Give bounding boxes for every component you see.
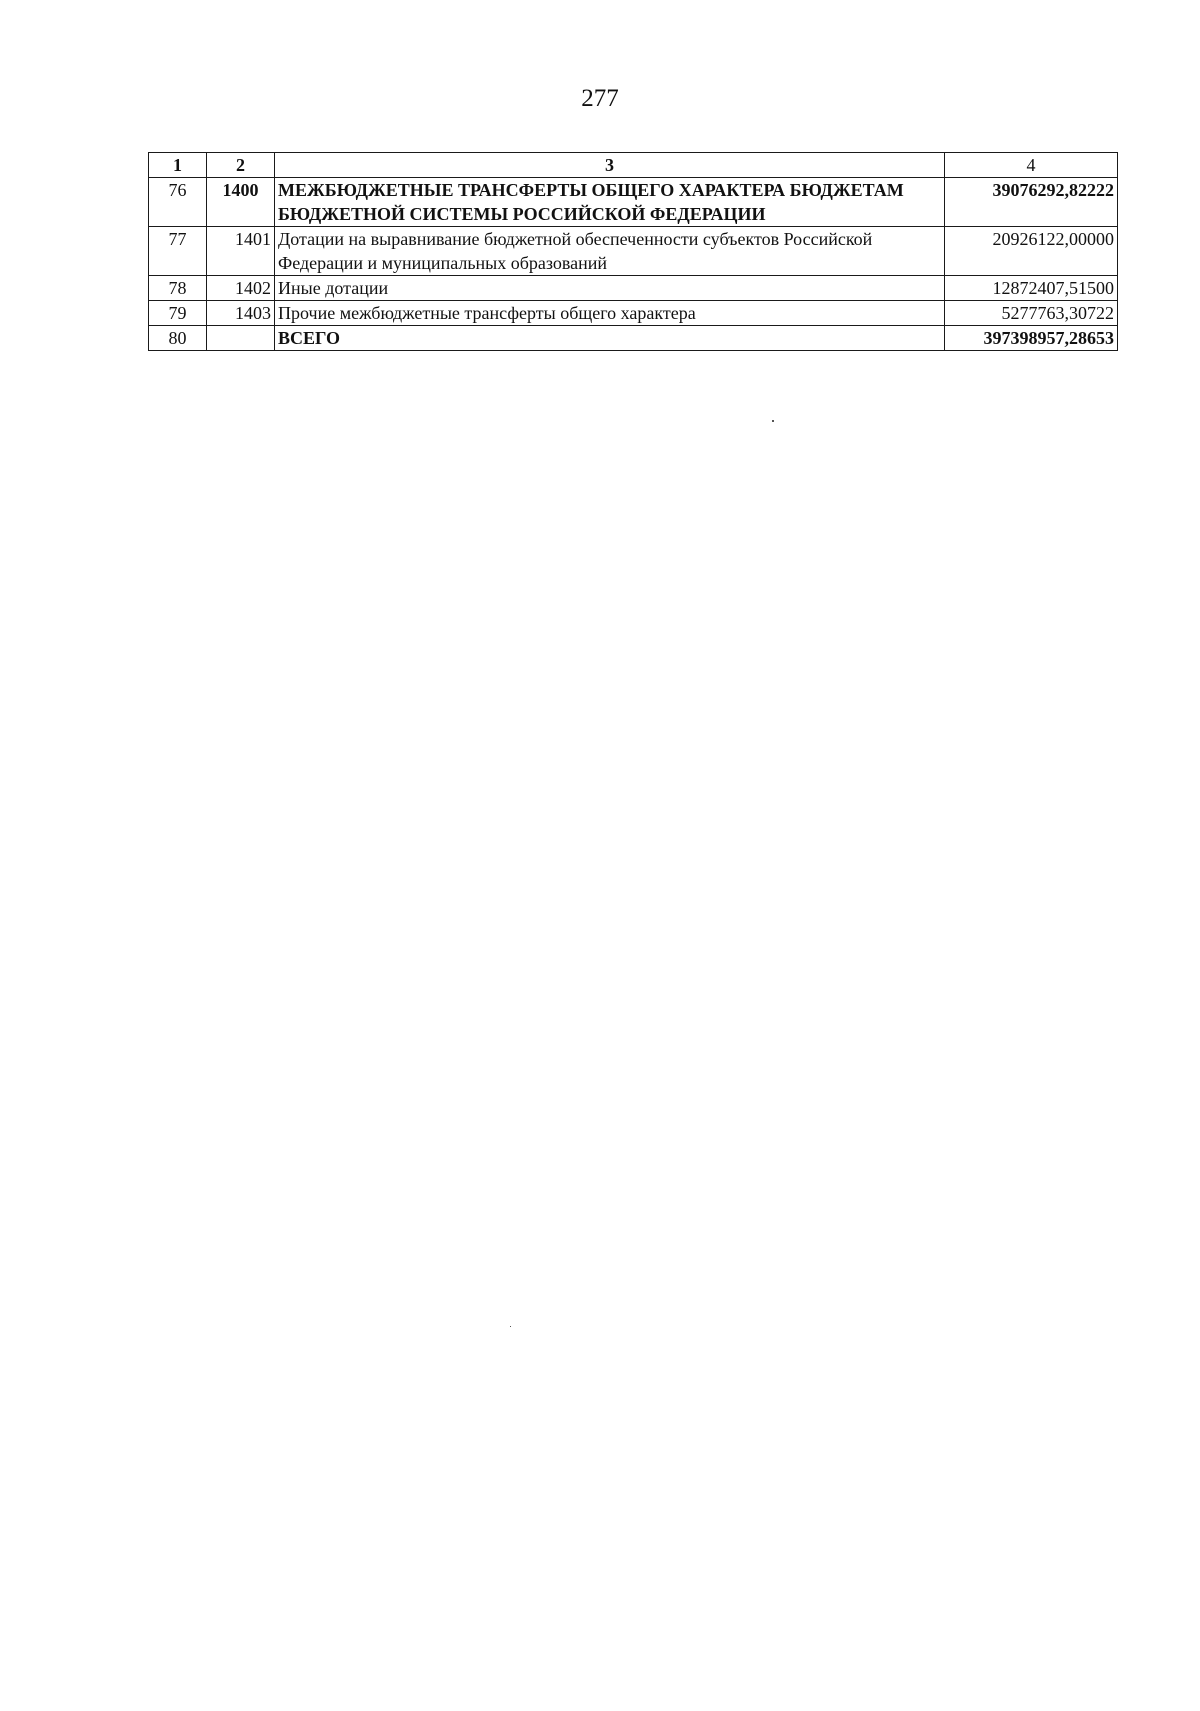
row-name: Дотации на выравнивание бюджетной обеспеченности субъектов Российской Федерации и муниципальных образований	[275, 227, 945, 276]
row-amount: 5277763,30722	[945, 301, 1118, 326]
row-name: ВСЕГО	[275, 326, 945, 351]
row-number: 78	[149, 276, 207, 301]
row-code: 1400	[207, 178, 275, 227]
table-row	[149, 276, 1118, 301]
table-header-row	[149, 153, 1118, 178]
header-col-3: 3	[275, 153, 945, 178]
budget-table	[148, 152, 1118, 351]
page-number: 277	[581, 85, 619, 112]
table-row	[149, 178, 1118, 227]
scan-speck	[772, 420, 774, 422]
header-col-4: 4	[945, 153, 1118, 178]
row-number: 79	[149, 301, 207, 326]
scan-speck	[510, 1326, 511, 1327]
row-code: 1401	[207, 227, 275, 276]
row-amount: 20926122,00000	[945, 227, 1118, 276]
row-amount: 397398957,28653	[945, 326, 1118, 351]
row-code: 1402	[207, 276, 275, 301]
row-code: 1403	[207, 301, 275, 326]
header-col-2: 2	[207, 153, 275, 178]
table-row	[149, 301, 1118, 326]
table-row	[149, 227, 1118, 276]
row-name: Иные дотации	[275, 276, 945, 301]
table-row-total	[149, 326, 1118, 351]
row-number: 77	[149, 227, 207, 276]
header-col-1: 1	[149, 153, 207, 178]
row-amount: 12872407,51500	[945, 276, 1118, 301]
row-name: МЕЖБЮДЖЕТНЫЕ ТРАНСФЕРТЫ ОБЩЕГО ХАРАКТЕРА БЮДЖЕТАМ БЮДЖЕТНОЙ СИСТЕМЫ РОССИЙСКОЙ ФЕДЕРАЦИИ	[275, 178, 945, 227]
row-amount: 39076292,82222	[945, 178, 1118, 227]
row-number: 76	[149, 178, 207, 227]
row-code	[207, 326, 275, 351]
row-number: 80	[149, 326, 207, 351]
row-name: Прочие межбюджетные трансферты общего характера	[275, 301, 945, 326]
